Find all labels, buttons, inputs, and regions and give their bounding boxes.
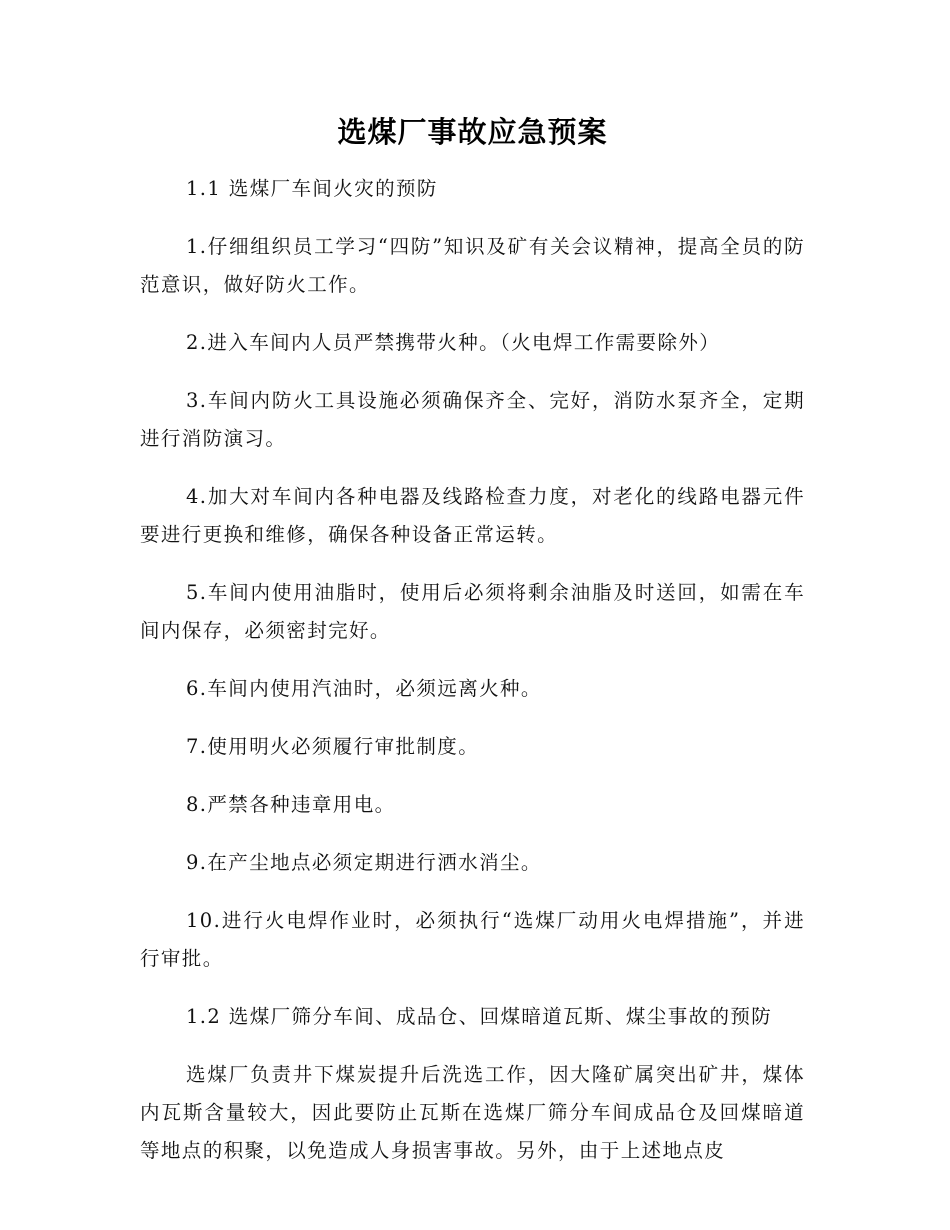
- section-heading-1-1: 1.1 选煤厂车间火灾的预防: [186, 177, 438, 200]
- body-paragraph: 选煤厂负责井下煤炭提升后洗选工作，因大隆矿属突出矿井，煤体内瓦斯含量较大，因此要防止瓦斯在选煤厂筛分车间成品仓及回煤暗道等地点的积聚，以免造成人身损害事故。另外，由于上述地点皮: [140, 1063, 805, 1162]
- paragraph-item-10: 10.进行火电焊作业时，必须执行“选煤厂动用火电焊措施”，并进行审批。: [140, 909, 805, 970]
- document-title: 选煤厂事故应急预案: [337, 115, 608, 149]
- paragraph-item-3: 3.车间内防火工具设施必须确保齐全、完好，消防水泵齐全，定期进行消防演习。: [140, 389, 805, 450]
- paragraph-item-4: 4.加大对车间内各种电器及线路检查力度，对老化的线路电器元件要进行更换和维修，确保各种设备正常运转。: [140, 485, 805, 546]
- paragraph-item-5: 5.车间内使用油脂时，使用后必须将剩余油脂及时送回，如需在车间内保存，必须密封完好。: [140, 581, 805, 642]
- paragraph-item-6: 6.车间内使用汽油时，必须远离火种。: [186, 677, 542, 700]
- paragraph-item-7: 7.使用明火必须履行审批制度。: [186, 735, 480, 758]
- paragraph-item-1: 1.仔细组织员工学习“四防”知识及矿有关会议精神，提高全员的防范意识，做好防火工作。: [140, 235, 805, 296]
- document-page: [140, 112, 805, 1190]
- paragraph-item-8: 8.严禁各种违章用电。: [186, 793, 396, 816]
- paragraph-item-9: 9.在产尘地点必须定期进行洒水消尘。: [186, 851, 542, 874]
- paragraph-item-2: 2.进入车间内人员严禁携带火种。（火电焊工作需要除外）: [186, 331, 721, 354]
- section-heading-1-2: 1.2 选煤厂筛分车间、成品仓、回煤暗道瓦斯、煤尘事故的预防: [186, 1005, 773, 1028]
